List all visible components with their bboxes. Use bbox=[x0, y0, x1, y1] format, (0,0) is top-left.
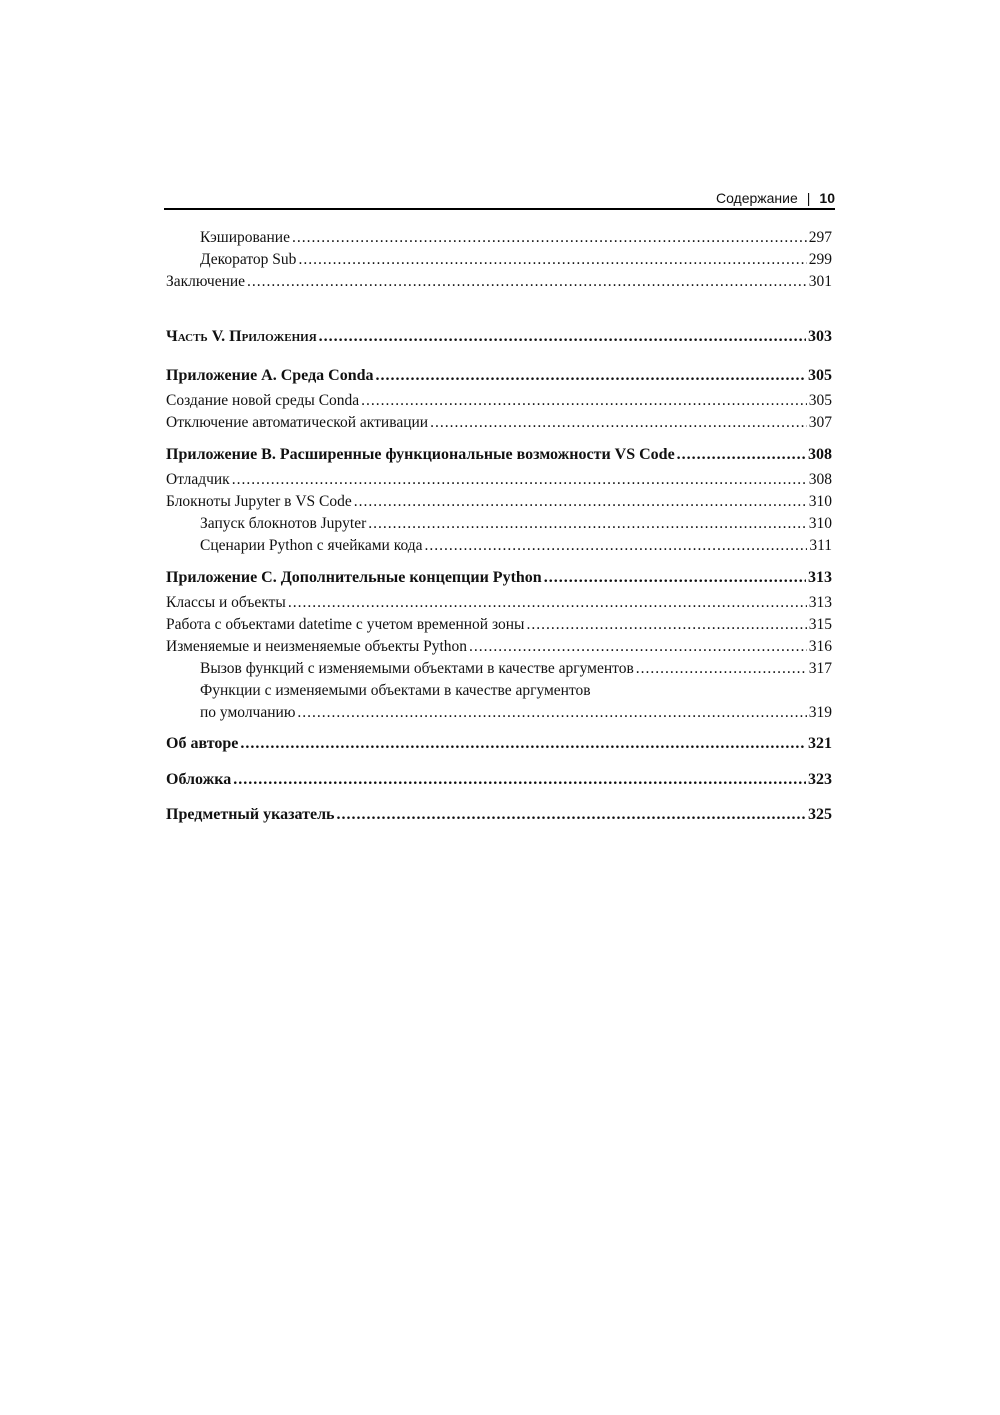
toc-leader-dots bbox=[636, 659, 807, 679]
toc-chapter-entry bbox=[166, 805, 832, 825]
toc-entry-label: Приложение C. Дополнительные концепции Python bbox=[166, 569, 542, 586]
toc-entry-label: по умолчанию bbox=[200, 704, 296, 721]
toc-entry bbox=[166, 391, 832, 411]
toc-entry bbox=[200, 659, 832, 679]
toc-leader-dots bbox=[319, 327, 806, 347]
toc-entry-page: 313 bbox=[808, 569, 832, 586]
toc-entry-label: Изменяемые и неизменяемые объекты Python bbox=[166, 638, 468, 655]
header-title: Содержание bbox=[715, 190, 798, 206]
toc-entry-label: Сценарии Python с ячейками кода bbox=[200, 537, 423, 554]
toc-leader-dots bbox=[469, 637, 807, 657]
toc-entry-label: Предметный указатель bbox=[166, 806, 335, 823]
toc-entry-label: Заключение bbox=[166, 273, 246, 290]
toc-leader-dots bbox=[368, 514, 806, 534]
toc-entry-continued bbox=[200, 681, 832, 701]
toc-entry-label: Часть V. Приложения bbox=[166, 328, 317, 345]
toc-entry-label: Запуск блокнотов Jupyter bbox=[200, 515, 367, 532]
toc-entry-label: Классы и объекты bbox=[166, 594, 286, 611]
toc-entry-page: 297 bbox=[808, 229, 832, 246]
toc-part-entry bbox=[166, 327, 832, 347]
toc-leader-dots bbox=[247, 272, 807, 292]
header-separator: | bbox=[806, 190, 811, 206]
toc-chapter-entry bbox=[166, 770, 832, 790]
toc-entry-page: 313 bbox=[808, 594, 832, 611]
toc-entry-page: 308 bbox=[808, 471, 832, 488]
toc-leader-dots bbox=[376, 366, 806, 386]
toc-leader-dots bbox=[240, 734, 806, 754]
toc-entry-label: Об авторе bbox=[166, 735, 239, 752]
toc-leader-dots bbox=[361, 391, 807, 411]
toc-leader-dots bbox=[430, 413, 807, 433]
toc-entry-page: 316 bbox=[808, 638, 832, 655]
toc-entry-page: 303 bbox=[808, 328, 832, 345]
toc-entry bbox=[200, 703, 832, 723]
toc-entry-page: 310 bbox=[808, 493, 832, 510]
toc-leader-dots bbox=[232, 470, 807, 490]
toc-entry-label: Приложение B. Расширенные функциональные возможности VS Code bbox=[166, 446, 675, 463]
toc-entry bbox=[166, 272, 832, 292]
toc-chapter-entry bbox=[166, 366, 832, 386]
toc-chapter-entry bbox=[166, 568, 832, 588]
toc-entry-label: Приложение A. Среда Conda bbox=[166, 367, 374, 384]
toc-leader-dots bbox=[677, 445, 806, 465]
toc-entry-label: Кэширование bbox=[200, 229, 290, 246]
toc-entry-page: 305 bbox=[808, 392, 832, 409]
toc-leader-dots bbox=[288, 593, 807, 613]
toc-entry-page: 301 bbox=[808, 273, 832, 290]
toc-entry-label: Блокноты Jupyter в VS Code bbox=[166, 493, 352, 510]
toc-leader-dots bbox=[526, 615, 806, 635]
toc-entry-page: 311 bbox=[809, 537, 832, 554]
toc-entry bbox=[166, 637, 832, 657]
toc-entry-page: 325 bbox=[808, 806, 832, 823]
toc-leader-dots bbox=[292, 228, 807, 248]
toc-entry-label: Отключение автоматической активации bbox=[166, 414, 429, 431]
toc-entry-label: Отладчик bbox=[166, 471, 230, 488]
toc-entry bbox=[200, 514, 832, 534]
toc-entry-page: 321 bbox=[808, 735, 832, 752]
toc-entry-label: Создание новой среды Conda bbox=[166, 392, 360, 409]
toc-entry-page: 323 bbox=[808, 771, 832, 788]
toc-entry-page: 308 bbox=[808, 446, 832, 463]
toc-leader-dots bbox=[425, 536, 808, 556]
toc-entry bbox=[200, 536, 832, 556]
toc-entry-label: Вызов функций с изменяемыми объектами в качестве аргументов bbox=[200, 660, 634, 677]
toc-entry bbox=[200, 228, 832, 248]
toc-entry-page: 305 bbox=[808, 367, 832, 384]
toc-entry-page: 299 bbox=[808, 251, 832, 268]
toc-entry-label: Функции с изменяемыми объектами в качестве аргументов bbox=[200, 682, 591, 699]
toc-entry-page: 310 bbox=[808, 515, 832, 532]
toc-entry-page: 307 bbox=[808, 414, 832, 431]
toc-entry-label: Работа с объектами datetime с учетом временной зоны bbox=[166, 616, 525, 633]
toc-entry-page: 315 bbox=[808, 616, 832, 633]
toc-leader-dots bbox=[298, 250, 806, 270]
toc-entry bbox=[166, 593, 832, 613]
toc-entry-label: Декоратор Sub bbox=[200, 251, 297, 268]
toc-entry bbox=[166, 492, 832, 512]
toc-entry bbox=[166, 615, 832, 635]
toc-entry-label: Обложка bbox=[166, 771, 232, 788]
toc-entry-page: 319 bbox=[808, 704, 832, 721]
toc-entry bbox=[166, 413, 832, 433]
toc-chapter-entry bbox=[166, 445, 832, 465]
toc-entry-page: 317 bbox=[808, 660, 832, 677]
toc-entry bbox=[200, 250, 832, 270]
running-header bbox=[164, 188, 835, 210]
toc-entry bbox=[166, 470, 832, 490]
toc-leader-dots bbox=[233, 770, 806, 790]
toc-leader-dots bbox=[544, 568, 806, 588]
toc-leader-dots bbox=[354, 492, 807, 512]
header-text bbox=[716, 190, 835, 206]
toc-chapter-entry bbox=[166, 734, 832, 754]
toc-leader-dots bbox=[337, 805, 806, 825]
header-page-number: 10 bbox=[819, 190, 835, 206]
toc-leader-dots bbox=[297, 703, 806, 723]
